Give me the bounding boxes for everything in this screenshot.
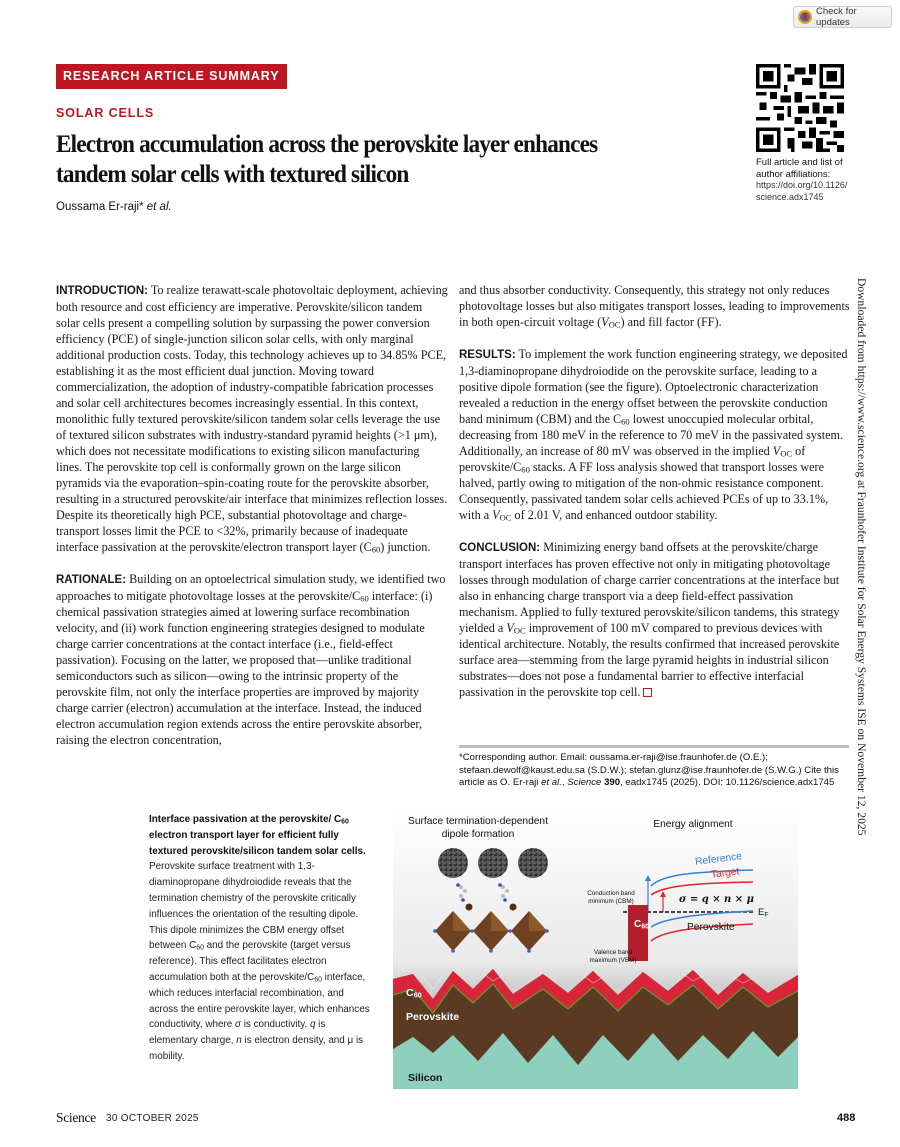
- c60-molecule-icon: [438, 848, 468, 878]
- article-type-badge: RESEARCH ARTICLE SUMMARY: [56, 64, 287, 89]
- subscript: 60: [521, 464, 530, 475]
- voc-symbol: V: [772, 444, 781, 458]
- c60-box-label: [634, 919, 649, 930]
- results-text: lowest unoccupied molecular orbital, decreasing from 180 meV in the reference to 70 meV in the passivated system. Additionally, an increase of 80 mV was observed in the implied: [459, 412, 844, 458]
- subscript: 60: [641, 923, 650, 931]
- voc-symbol: V: [506, 621, 514, 635]
- vbm-label: [583, 949, 643, 965]
- silicon-layer-label: Silicon: [408, 1072, 443, 1084]
- subscript: 60: [413, 990, 422, 1000]
- doi-link-line2[interactable]: science.adx1745: [756, 191, 824, 202]
- volume: 390: [601, 777, 621, 788]
- caption-text: interface, which reduces interfacial recombination, and across the entire perovskite layer, which enhances conductivity, where: [149, 971, 370, 1031]
- author-line: [56, 201, 172, 213]
- results-paragraph: [459, 346, 851, 523]
- section-label: SOLAR CELLS: [56, 106, 155, 120]
- dipole-formation-title: [403, 815, 553, 841]
- results-text: To implement the work function engineering strategy, we deposited 1,3-diaminopropane dihydroiodide on the perovskite surface, leading to a positive dipole formation (see the figure). Optoelectronic characterization revealed a reduction in the energy offset between the perovskite conduction band minimum (CBM) and the C: [459, 347, 848, 426]
- c60-molecule-icon: [518, 848, 548, 878]
- introduction-heading: INTRODUCTION:: [56, 285, 148, 297]
- body-column-right: [459, 282, 851, 716]
- subscript: OC: [499, 512, 512, 523]
- body-column-left: [56, 282, 448, 764]
- divider: [459, 745, 849, 748]
- download-notice: [855, 278, 875, 868]
- rationale-continuation: [459, 282, 851, 330]
- issue-date: 30 OCTOBER 2025: [106, 1113, 199, 1124]
- subscript: OC: [608, 319, 621, 330]
- subscript: OC: [513, 625, 526, 636]
- c60-layer-label: [406, 987, 422, 999]
- figure-caption: [149, 812, 374, 1065]
- journal-name: Science: [567, 777, 602, 788]
- conclusion-paragraph: [459, 539, 851, 700]
- conclusion-text: Minimizing energy band offsets at the perovskite/charge transport interfaces has proven effective not only in mitigating photovoltage losses through modulation of charge carrier concentrations at the interface but also in enhancing charge transport via a deep field-effect passivation mechanism. Applied to fully textured perovskite/silicon tandems, this strategy yielded a: [459, 540, 840, 635]
- subscript: F: [764, 911, 769, 919]
- perovskite-octahedra-icon: [435, 911, 547, 951]
- voc-symbol: V: [492, 508, 500, 522]
- tandem-cross-section: [393, 969, 798, 1089]
- conclusion-heading: CONCLUSION:: [459, 542, 541, 554]
- caption-text: and the perovskite (target versus reference). This effect facilitates electron accumulation both at the perovskite/C: [149, 940, 351, 983]
- conductivity-equation: σ = q × n × μ: [679, 894, 754, 905]
- perovskite-layer-label: Perovskite: [406, 1011, 460, 1023]
- results-heading: RESULTS:: [459, 349, 516, 361]
- label-line: minimum (CBM): [588, 898, 634, 905]
- rationale-text-right: and thus absorber conductivity. Consequently, this strategy not only reduces photovoltage losses but also mitigates transport losses, leading to improvements in both open-circuit voltage (: [459, 283, 850, 329]
- et-al: et al.: [143, 201, 172, 213]
- qr-caption-text: Full article and list of author affiliations:: [756, 157, 843, 180]
- fermi-symbol: E: [758, 907, 765, 918]
- journal-logo: Science: [56, 1110, 96, 1125]
- citation-doi[interactable]: , eadx1745 (2025). DOI: 10.1126/science.adx1745: [620, 777, 835, 788]
- caption-text: is conductivity,: [240, 1019, 310, 1031]
- results-text: of perovskite/C: [459, 444, 806, 474]
- c60-text: C: [406, 987, 414, 999]
- crossmark-icon: [798, 10, 812, 24]
- title-line: dipole formation: [441, 829, 515, 840]
- check-for-updates-label: Check for updates: [816, 6, 857, 28]
- title-line: Surface termination-dependent: [408, 816, 548, 827]
- page-number: 488: [837, 1112, 856, 1124]
- subscript: 60: [360, 593, 369, 604]
- label-line: maximum (VBM): [589, 957, 637, 964]
- introduction-paragraph: [56, 282, 448, 555]
- conclusion-text: improvement of 100 mV compared to previous devices with identical architecture. Notably, the results confirmed that increased perovskite surface area—stemming from the large pyramid heights in industrial silicon substrates—does not pose a fundamental barrier to effective interfacial passivation in the perovskite top cell.: [459, 621, 840, 699]
- rationale-text: Building on an optoelectrical simulation study, we identified two approaches to mitigate photovoltage losses at the perovskite/C: [56, 572, 446, 603]
- cbm-label: [578, 890, 644, 906]
- q-symbol: q: [309, 1019, 316, 1031]
- doi-link-line1[interactable]: https://doi.org/10.1126/: [756, 180, 848, 190]
- results-text: stacks. A FF loss analysis showed that transport losses were halved, partly owing to mitigation of the non-ohmic resistance component. Consequently, passivated tandem solar cells achieved PCEs of up to 33.1%, with a: [459, 460, 829, 522]
- results-text: of 2.01 V, and enhanced outdoor stability.: [511, 508, 718, 522]
- caption-text: Perovskite surface treatment with 1,3-diaminopropane dihydroiodide reveals that the termination chemistry of the perovskite critically influences the orientation of the resulting dipole. This dipole minimizes the CBM energy offset between C: [149, 861, 359, 952]
- qr-code-icon[interactable]: [756, 64, 844, 152]
- rationale-heading: RATIONALE:: [56, 574, 127, 586]
- c60-molecule-icon: [478, 848, 508, 878]
- corresponding-author-note: [459, 752, 854, 790]
- subscript: 60: [314, 976, 322, 984]
- fermi-level-label: [758, 906, 768, 919]
- et-al: et al.: [541, 777, 562, 788]
- introduction-text-end: ) junction.: [380, 540, 431, 554]
- sigma-symbol: σ: [235, 1019, 241, 1031]
- summary-figure: [393, 809, 798, 1089]
- voc-symbol: V: [601, 315, 609, 329]
- separator: ,: [561, 777, 568, 788]
- introduction-text: To realize terawatt-scale photovoltaic deployment, achieving both resource and cost efficiency are imperative. Perovskite/silicon tandem solar cells present a compelling solution by surpassing the power conversion efficiency (PCE) of single-junction silicon solar cells, with only marginal additional production costs. Today, this technology achieves up to 34.85% PCE, establishing it as the most efficient dual junction. Moving toward commercialization, the adoption of industry-compatible fabrication processes and solar cell architectures becomes increasingly essential. In this context, monolithic fully textured perovskite/silicon tandem solar cells leverage the use of textured silicon substrates with industry-standard pyramid heights (>1 μm), which does not necessitate modifications to existing silicon manufacturing lines. The perovskite top cell is conformally grown on the large silicon pyramids via the evaporation–spin-coating route for the perovskite absorber, resulting in a structured perovskite/air interface that minimizes reflection losses. Despite its theoretically high PCE, substantial photovoltage and charge-transport losses limit the PCE to <32%, primarily because of inadequate interface passivation at the perovskite/electron transport layer (C: [56, 283, 448, 554]
- subscript: 60: [371, 544, 381, 555]
- rationale-paragraph: [56, 571, 448, 748]
- energy-alignment-title: Energy alignment: [653, 819, 733, 830]
- caption-text: is electron density, and μ is mobility.: [149, 1035, 364, 1062]
- caption-title: electron transport layer for efficient fully textured perovskite/silicon tandem solar cells.: [149, 829, 366, 857]
- corresponding-text: *Corresponding author. Email: oussama.er-raji@ise.fraunhofer.de (O.E.); stefaan.dewolf@kaust.edu.sa (S.D.W.); stefan.glunz@ise.fraunhofer.de (S.W.G.) Cite this article as O. Er-raji: [459, 752, 839, 788]
- label-line: Conduction band: [587, 890, 635, 897]
- subscript: OC: [780, 448, 793, 459]
- caption-text: is elementary charge,: [149, 1019, 326, 1047]
- end-mark-icon: [643, 688, 652, 697]
- check-for-updates-button[interactable]: [793, 6, 892, 28]
- label-line: Valence band: [593, 949, 633, 956]
- n-symbol: n: [236, 1035, 242, 1047]
- rationale-text-end: ) and fill factor (FF).: [620, 315, 722, 329]
- rationale-text-cont: interface: (i) chemical passivation strategies aimed at lowering surface recombination velocity, and (ii) work function engineering strategies designed to modulate charge carrier concentrations at the contact interface (i.e., field-effect passivation). Focusing on the latter, we proposed that—unlike traditional semiconductors such as silicon—owing to the intrinsic property of the perovskite film, not only the interface properties are improved by majority charge carrier (electron) accumulation at the interface. Instead, the induced electron accumulation region extends across the entire perovskite absorber, raising the electron concentration,: [56, 589, 433, 747]
- qr-caption: [756, 157, 856, 203]
- target-label: Target: [710, 866, 740, 881]
- subscript: 60: [196, 944, 204, 952]
- caption-title: Interface passivation at the perovskite/ C: [149, 814, 342, 825]
- article-title: Electron accumulation across the perovskite layer enhances tandem solar cells with textured silicon: [56, 131, 598, 188]
- subscript: 60: [621, 416, 630, 427]
- reference-label: Reference: [694, 851, 743, 868]
- c60-text: C: [634, 919, 642, 930]
- author-name[interactable]: Oussama Er-raji*: [56, 201, 144, 213]
- fullerene-dipole-illustration: [433, 847, 563, 955]
- download-notice-text: Downloaded from https://www.science.org at Fraunhofer Institute for Solar Energy Systems ISE on November 12, 2025: [855, 278, 868, 836]
- perovskite-band-label: Perovskite: [687, 922, 735, 933]
- subscript: 60: [341, 818, 349, 826]
